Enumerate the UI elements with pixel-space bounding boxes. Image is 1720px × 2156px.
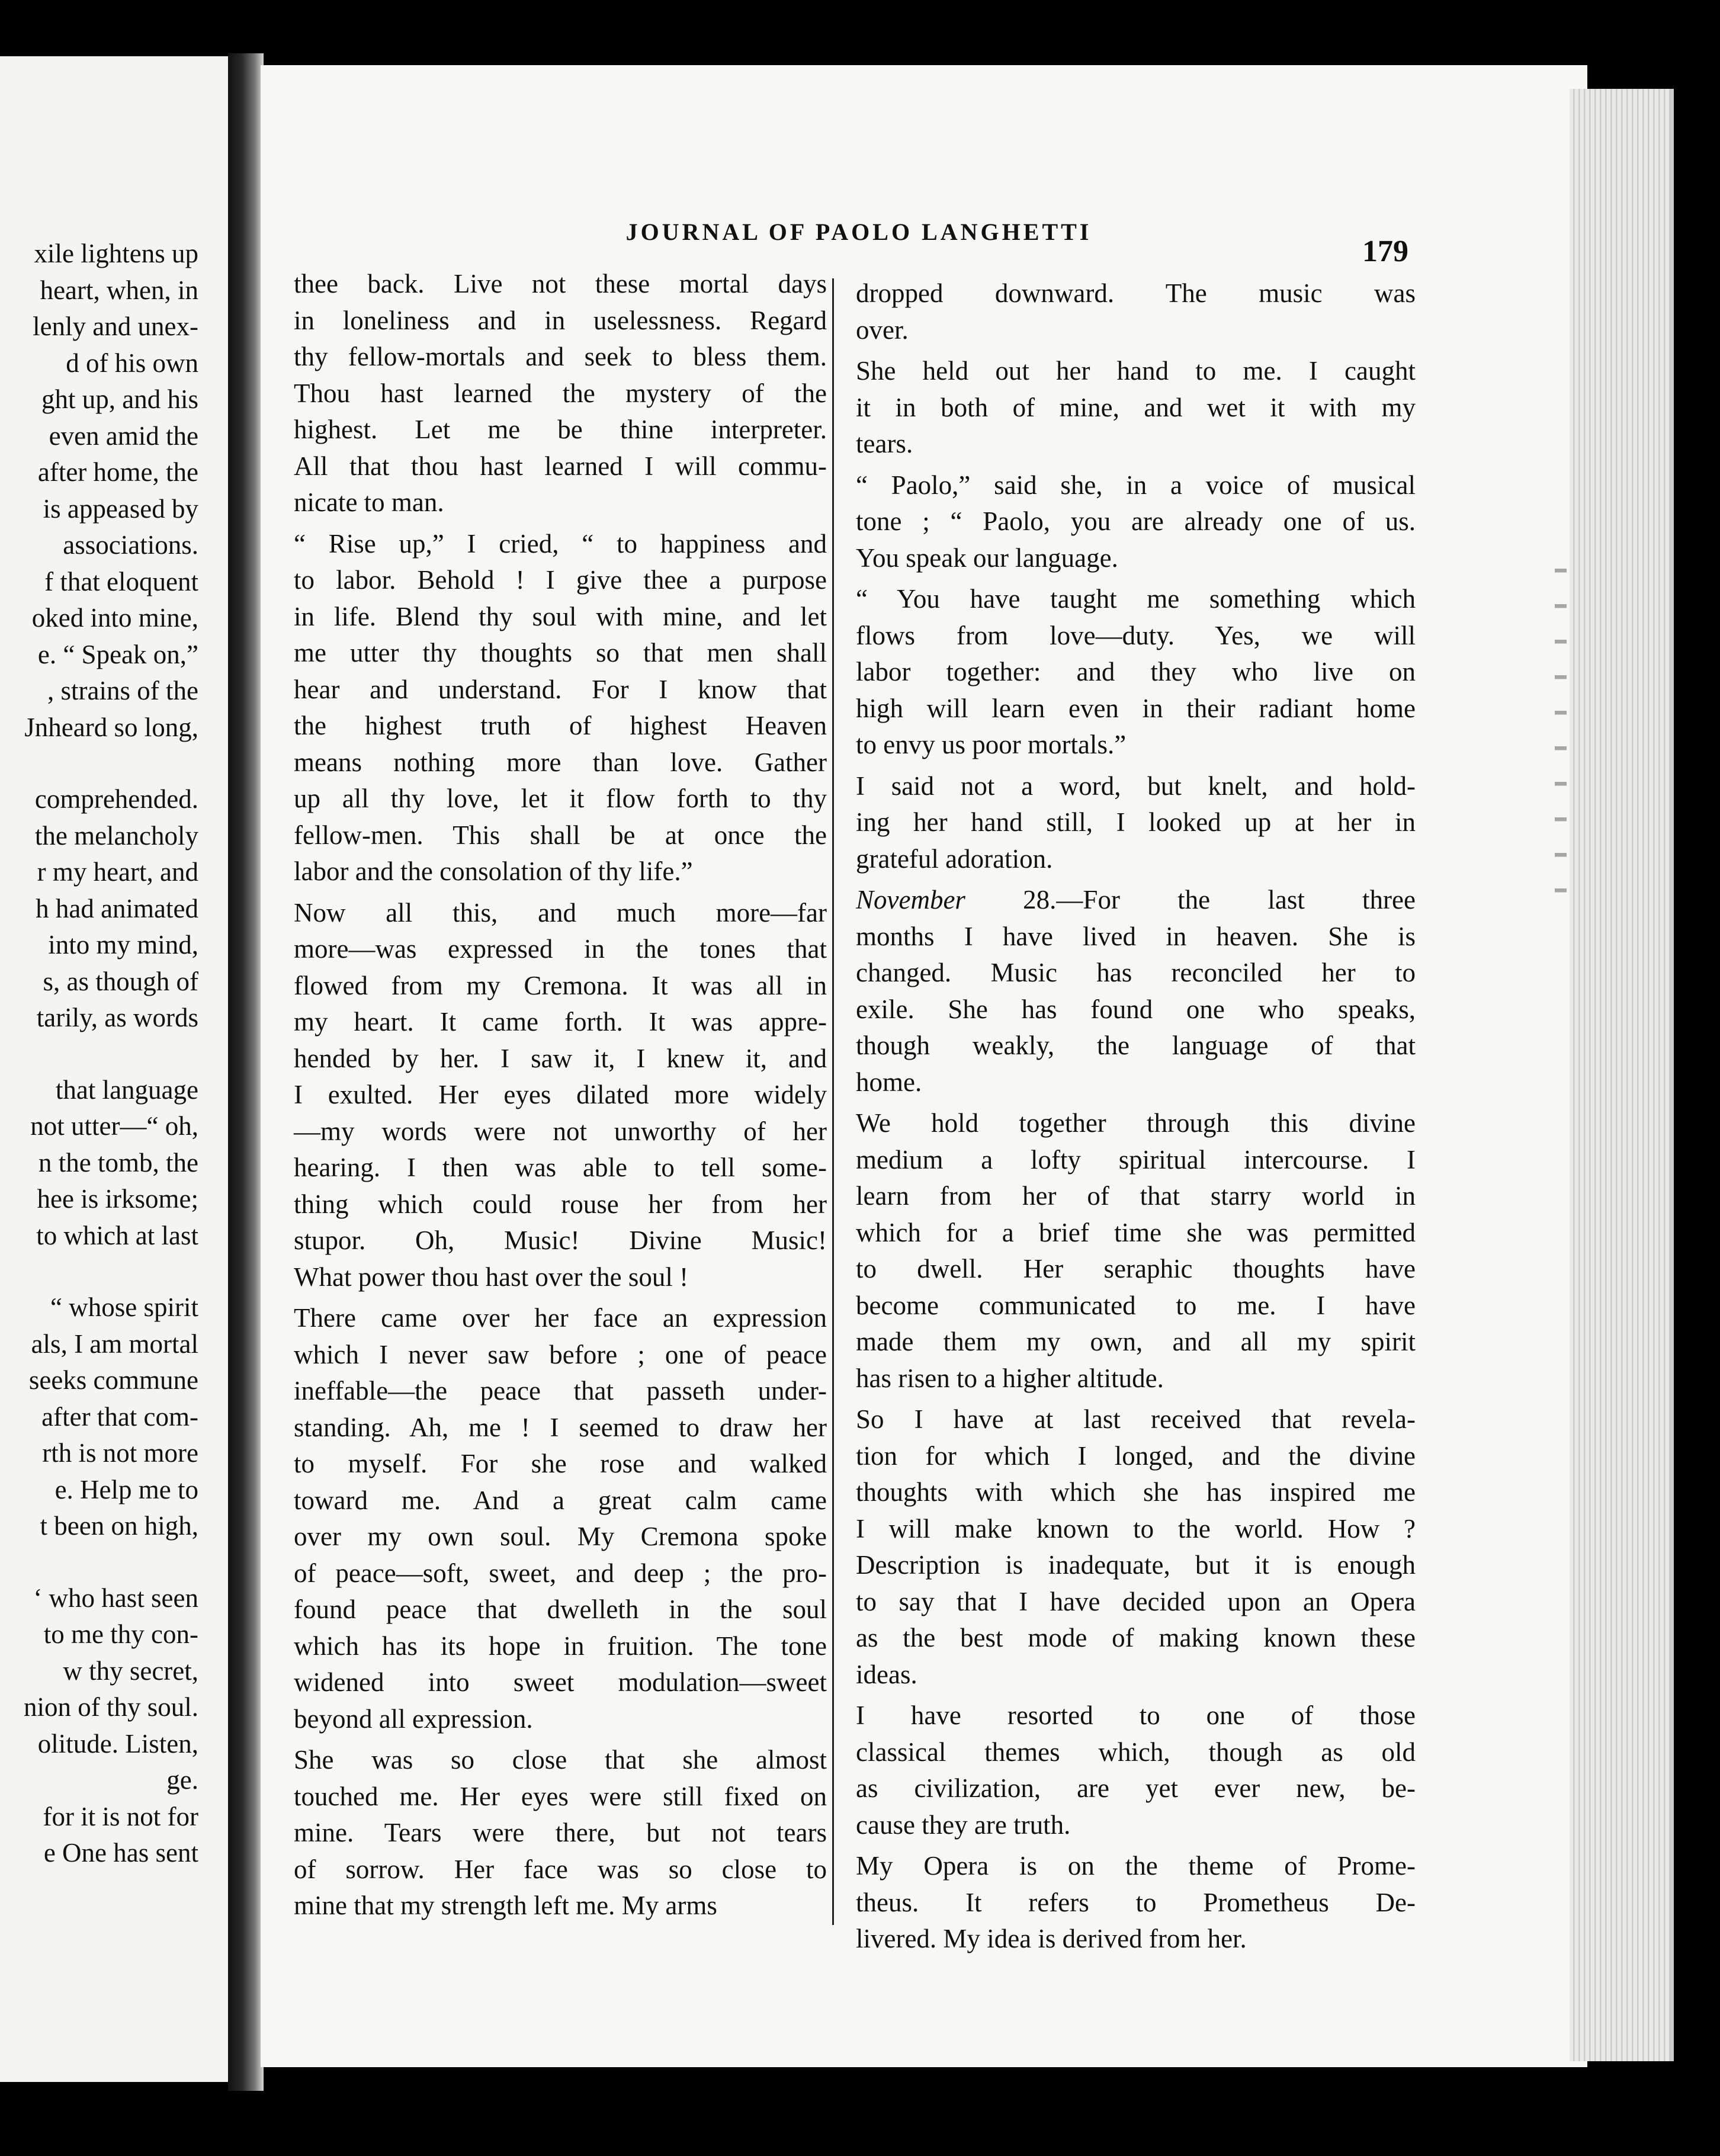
text-line: thoughts with which she has inspired me — [856, 1477, 1416, 1507]
fragment-line: ‘ who hast seen — [33, 1583, 198, 1613]
column-rule — [832, 278, 834, 1925]
text-line: to dwell. Her seraphic thoughts have — [856, 1254, 1416, 1284]
edge-marks — [1555, 569, 1567, 924]
text-line: of sorrow. Her face was so close to — [294, 1854, 827, 1884]
text-line: labor together: and they who live on — [856, 657, 1416, 686]
text-line: over. — [856, 315, 909, 345]
text-line: theus. It refers to Prometheus De- — [856, 1887, 1416, 1917]
diary-entry-line — [856, 882, 1416, 919]
text-line: nicate to man. — [294, 487, 444, 517]
fragment-line: that language — [55, 1074, 198, 1105]
text-line: more—was expressed in the tones that — [294, 934, 827, 964]
text-line: Description is inadequate, but it is enough — [856, 1550, 1416, 1580]
fragment-line: hee is irksome; — [37, 1184, 198, 1214]
text-line: over my own soul. My Cremona spoke — [294, 1522, 827, 1551]
text-line: in loneliness and in uselessness. Regard — [294, 305, 827, 335]
left-page-text-fragments — [0, 236, 198, 1872]
text-line: ineffable—the peace that passeth under- — [294, 1376, 827, 1406]
text-line: thy fellow-mortals and seek to bless them. — [294, 342, 827, 371]
text-line: She was so close that she almost — [294, 1745, 827, 1775]
fragment-line: seeks commune — [28, 1365, 198, 1395]
diary-entry-start: 28.—For the last three — [965, 885, 1416, 915]
text-line: which I never saw before ; one of peace — [294, 1339, 827, 1369]
text-line: My Opera is on the theme of Prome- — [856, 1851, 1416, 1881]
fragment-line: the melancholy — [34, 820, 198, 851]
text-line: You speak our language. — [856, 543, 1118, 573]
text-line: —my words were not unworthy of her — [294, 1116, 827, 1146]
text-line: become communicated to me. I have — [856, 1290, 1416, 1320]
fragment-line: to me thy con- — [43, 1619, 198, 1649]
text-line: cause they are truth. — [856, 1810, 1071, 1840]
fragment-line: oked into mine, — [31, 603, 198, 633]
text-line: the highest truth of highest Heaven — [294, 711, 827, 740]
text-line: hear and understand. For I know that — [294, 674, 827, 704]
fragment-line: lenly and unex- — [33, 312, 198, 341]
fragment-line: d of his own — [66, 348, 198, 378]
text-line: to labor. Behold ! I give thee a purpose — [294, 565, 827, 595]
fragment-line: heart, when, in — [40, 275, 198, 305]
text-line: labor and the consolation of thy life.” — [294, 856, 693, 886]
text-line: medium a lofty spiritual intercourse. I — [856, 1144, 1416, 1175]
text-line: mine that my strength left me. My arms — [294, 1891, 717, 1920]
text-line: as civilization, are yet ever new, be- — [856, 1773, 1416, 1803]
fragment-line: even amid the — [49, 421, 198, 451]
text-line: to envy us poor mortals.” — [856, 730, 1127, 759]
text-line: standing. Ah, me ! I seemed to draw her — [294, 1412, 827, 1442]
text-line: touched me. Her eyes were still fixed on — [294, 1781, 827, 1811]
text-line: my heart. It came forth. It was appre- — [294, 1007, 827, 1037]
text-line: mine. Tears were there, but not tears — [294, 1818, 827, 1847]
text-line: We hold together through this divine — [856, 1108, 1416, 1138]
fragment-line: n the tomb, the — [38, 1147, 198, 1178]
text-line: found peace that dwelleth in the soul — [294, 1594, 827, 1624]
text-line: flowed from my Cremona. It was all in — [294, 970, 827, 1000]
text-line: There came over her face an expression — [294, 1303, 827, 1333]
text-line: of peace—soft, sweet, and deep ; the pro- — [294, 1558, 827, 1588]
fragment-line: e. “ Speak on,” — [37, 639, 198, 669]
text-line: as the best mode of making known these — [856, 1623, 1416, 1653]
fragment-line: t been on high, — [40, 1511, 198, 1541]
fragment-line: ge. — [166, 1765, 198, 1795]
text-line: tone ; “ Paolo, you are already one of us. — [856, 506, 1416, 536]
fragment-line: after that com- — [41, 1401, 198, 1432]
fragment-line: w thy secret, — [63, 1656, 198, 1686]
text-line: toward me. And a great calm came — [294, 1485, 827, 1515]
fragment-line: comprehended. — [34, 784, 198, 814]
text-line: flows from love—duty. Yes, we will — [856, 620, 1416, 650]
fragment-line: olitude. Listen, — [37, 1728, 198, 1759]
text-line: tears. — [856, 429, 913, 458]
text-line: months I have lived in heaven. She is — [856, 921, 1416, 951]
text-line: highest. Let me be thine interpreter. — [294, 415, 827, 444]
text-line: which for a brief time she was permitted — [856, 1217, 1416, 1247]
text-line: ideas. — [856, 1659, 917, 1689]
text-line: hended by her. I saw it, I knew it, and — [294, 1043, 827, 1073]
fragment-line: “ whose spirit — [50, 1292, 198, 1322]
text-line: I said not a word, but knelt, and hold- — [856, 771, 1416, 801]
fragment-line: , strains of the — [47, 676, 198, 705]
text-line: fellow-men. This shall be at once the — [294, 820, 827, 850]
text-line: “ Paolo,” said she, in a voice of musical — [856, 470, 1416, 500]
running-head: JOURNAL OF PAOLO LANGHETTI — [625, 219, 1092, 245]
text-line: it in both of mine, and wet it with my — [856, 392, 1416, 422]
text-line: made them my own, and all my spirit — [856, 1327, 1416, 1356]
page-edges — [1570, 89, 1674, 2061]
text-line: “ You have taught me something which — [856, 584, 1416, 614]
fragment-line: Jnheard so long, — [24, 712, 198, 742]
fragment-line: after home, the — [37, 457, 198, 487]
text-line: to myself. For she rose and walked — [294, 1449, 827, 1478]
fragment-line: s, as though of — [43, 966, 198, 996]
text-line: hearing. I then was able to tell some- — [294, 1153, 827, 1182]
text-line: “ Rise up,” I cried, “ to happiness and — [294, 528, 827, 559]
text-line: up all thy love, let it flow forth to thy — [294, 784, 827, 813]
fragment-line: tarily, as words — [36, 1003, 198, 1032]
fragment-line: xile lightens up — [34, 239, 198, 268]
text-line: tion for which I longed, and the divine — [856, 1440, 1416, 1471]
fragment-line: into my mind, — [48, 930, 198, 960]
text-line: learn from her of that starry world in — [856, 1181, 1416, 1211]
fragment-line: to which at last — [36, 1220, 198, 1250]
text-line: me utter thy thoughts so that men shall — [294, 638, 827, 668]
text-line: beyond all expression. — [294, 1703, 533, 1734]
fragment-line: f that eloquent — [44, 566, 198, 596]
text-line: What power thou hast over the soul ! — [294, 1262, 689, 1292]
text-line: I have resorted to one of those — [856, 1701, 1416, 1730]
fragment-line: e. Help me to — [54, 1474, 198, 1504]
fragment-line: als, I am mortal — [31, 1329, 198, 1359]
text-line: exile. She has found one who speaks, — [856, 994, 1416, 1024]
fragment-line: rth is not more — [42, 1438, 198, 1468]
text-line: Thou hast learned the mystery of the — [294, 378, 827, 408]
fragment-line: associations. — [63, 530, 198, 560]
page-number: 179 — [1362, 235, 1408, 268]
text-line: home. — [856, 1067, 922, 1097]
text-line: grateful adoration. — [856, 843, 1053, 874]
diary-date: November — [856, 885, 965, 915]
fragment-line: not utter—“ oh, — [30, 1111, 198, 1141]
text-line: stupor. Oh, Music! Divine Music! — [294, 1225, 827, 1255]
text-line: widened into sweet modulation—sweet — [294, 1667, 827, 1697]
text-line: I exulted. Her eyes dilated more widely — [294, 1080, 827, 1109]
text-line: ing her hand still, I looked up at her in — [856, 807, 1416, 837]
book-gutter — [228, 53, 264, 2091]
text-line: All that thou hast learned I will commu- — [294, 451, 827, 481]
text-line: dropped downward. The music was — [856, 278, 1416, 308]
text-line: classical themes which, though as old — [856, 1737, 1416, 1767]
text-line: means nothing more than love. Gather — [294, 747, 827, 777]
text-line: livered. My idea is derived from her. — [856, 1924, 1247, 1953]
text-line: thee back. Live not these mortal days — [294, 269, 827, 299]
text-line: which has its hope in fruition. The tone — [294, 1631, 827, 1661]
right-text-column — [856, 275, 1416, 1958]
fragment-line: e One has sent — [43, 1838, 198, 1868]
fragment-line: nion of thy soul. — [23, 1692, 198, 1722]
text-line: high will learn even in their radiant home — [856, 693, 1416, 723]
fragment-line: ght up, and his — [41, 384, 198, 414]
text-line: thing which could rouse her from her — [294, 1189, 827, 1219]
text-line: has risen to a higher altitude. — [856, 1363, 1164, 1393]
fragment-line: for it is not for — [43, 1801, 198, 1831]
text-line: though weakly, the language of that — [856, 1031, 1416, 1060]
text-line: I will make known to the world. How ? — [856, 1513, 1416, 1544]
fragment-line: h had animated — [36, 893, 198, 923]
fragment-line: r my heart, and — [37, 857, 198, 887]
text-line: So I have at last received that revela- — [856, 1404, 1416, 1434]
fragment-line: is appeased by — [43, 493, 198, 524]
text-line: She held out her hand to me. I caught — [856, 356, 1416, 386]
text-line: Now all this, and much more—far — [294, 897, 827, 928]
text-line: changed. Music has reconciled her to — [856, 958, 1416, 987]
text-line: in life. Blend thy soul with mine, and let — [294, 601, 827, 631]
text-line: to say that I have decided upon an Opera — [856, 1586, 1416, 1616]
left-text-column — [294, 266, 827, 1924]
